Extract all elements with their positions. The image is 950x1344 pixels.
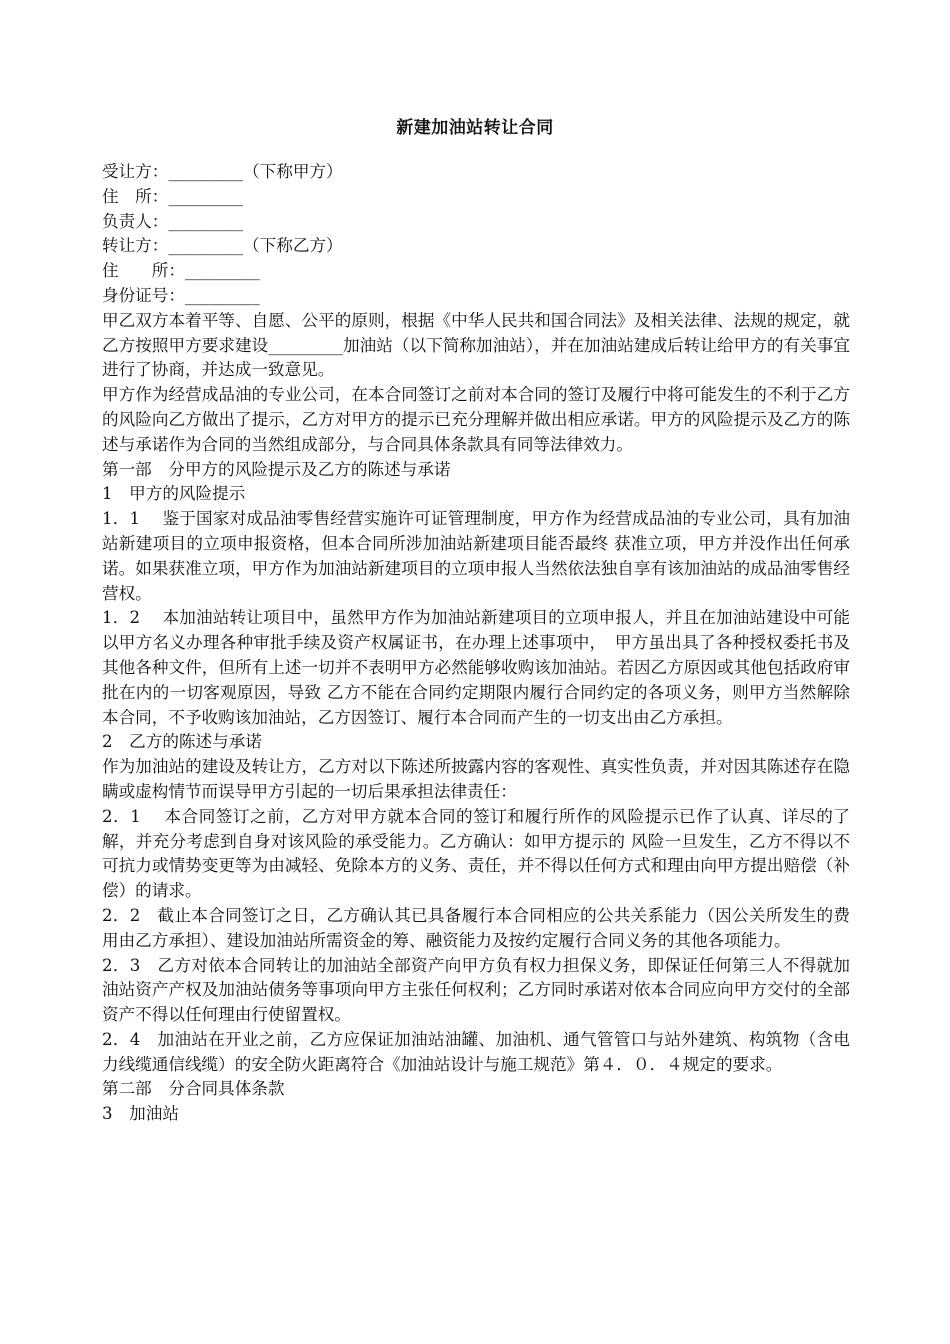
- party-b-address: 住 所：_________: [102, 261, 260, 281]
- document-body: [102, 160, 850, 1127]
- party-b-name: 转让方：_________（下称乙方）: [102, 236, 343, 256]
- party-a-representative: 负责人：_________: [102, 211, 244, 231]
- preamble-paragraph: 甲乙双方本着平等、自愿、公平的原则，根据《中华人民共和国合同法》及相关法律、法规的规定，就乙方按照甲方要求建设_________加油站（以下简称加油站），并在加油站建成后转让给甲方的有关事宜进行了协商，并达成一致意见。: [102, 310, 850, 380]
- party-a-name: 受让方：_________（下称甲方）: [102, 162, 343, 181]
- section-3-heading: 3 加油站: [102, 1104, 179, 1124]
- clause-2-1: 2．1 本合同签订之前，乙方对甲方就本合同的签订和履行所作的风险提示已作了认真、详尽的了解，并充分考虑到自身对该风险的承受能力。乙方确认：如甲方提示的 风险一旦发生，乙方不得以不可抗力或情势变更等为由减轻、免除本方的义务、责任，并不得以任何方式和理由向甲方提出赔偿（补偿）的请求。: [102, 806, 850, 901]
- section-1-heading: 1 甲方的风险提示: [102, 484, 246, 504]
- clause-2-3: 2．3 乙方对依本合同转让的加油站全部资产向甲方负有权力担保义务，即保证任何第三人不得就加油站资产产权及加油站债务等事项向甲方主张任何权利；乙方同时承诺对依本合同应向甲方交付的全部资产不得以任何理由行使留置权。: [102, 955, 850, 1025]
- document-title: 新建加油站转让合同: [396, 118, 554, 138]
- part-one-heading: 第一部 分甲方的风险提示及乙方的陈述与承诺: [102, 459, 451, 479]
- party-a-address: 住 所：_________: [102, 186, 244, 206]
- risk-notice-paragraph: 甲方作为经营成品油的专业公司，在本合同签订之前对本合同的签订及履行中将可能发生的不利于乙方的风险向乙方做出了提示，乙方对甲方的提示已充分理解并做出相应承诺。甲方的风险提示及乙方的陈述与承诺作为合同的当然组成部分，与合同具体条款具有同等法律效力。: [102, 385, 850, 454]
- party-b-id-number: 身份证号：_________: [102, 285, 260, 305]
- clause-2-2: 2．2 截止本合同签订之日，乙方确认其已具备履行本合同相应的公共关系能力（因公关所发生的费用由乙方承担）、建设加油站所需资金的筹、融资能力及按约定履行合同义务的其他各项能力。: [102, 905, 850, 950]
- clause-1-2: 1．2 本加油站转让项目中，虽然甲方作为加油站新建项目的立项申报人，并且在加油站建设中可能以甲方名义办理各种审批手续及资产权属证书，在办理上述事项中， 甲方虽出具了各种授权委托书及其他各种文件，但所有上述一切并不表明甲方必然能够收购该加油站。若因乙方原因或其他包括政府审批在内的一切客观原因，导致 乙方不能在合同约定期限内履行合同约定的各项义务，则甲方当然解除本合同，不予收购该加油站，乙方因签订、履行本合同而产生的一切支出由乙方承担。: [102, 608, 850, 727]
- clause-1-1: 1．1 鉴于国家对成品油零售经营实施许可证管理制度，甲方作为经营成品油的专业公司，具有加油站新建项目的立项申报资格，但本合同所涉加油站新建项目能否最终 获准立项，甲方并没作出任何承诺。如果获准立项，甲方作为加油站新建项目的立项申报人当然依法独自享有该加油站的成品油零售经营权。: [102, 509, 850, 603]
- clause-2-4: 2．4 加油站在开业之前，乙方应保证加油站油罐、加油机、通气管管口与站外建筑、构筑物（含电力线缆通信线缆）的安全防火距离符合《加油站设计与施工规范》第４．０．４规定的要求。: [102, 1029, 850, 1074]
- section-2-heading: 2 乙方的陈述与承诺: [102, 732, 262, 752]
- section-2-intro: 作为加油站的建设及转让方，乙方对以下陈述所披露内容的客观性、真实性负责，并对因其陈述存在隐瞒或虚构情节而误导甲方引起的一切后果承担法律责任：: [102, 757, 850, 801]
- part-two-heading: 第二部 分合同具体条款: [102, 1079, 285, 1099]
